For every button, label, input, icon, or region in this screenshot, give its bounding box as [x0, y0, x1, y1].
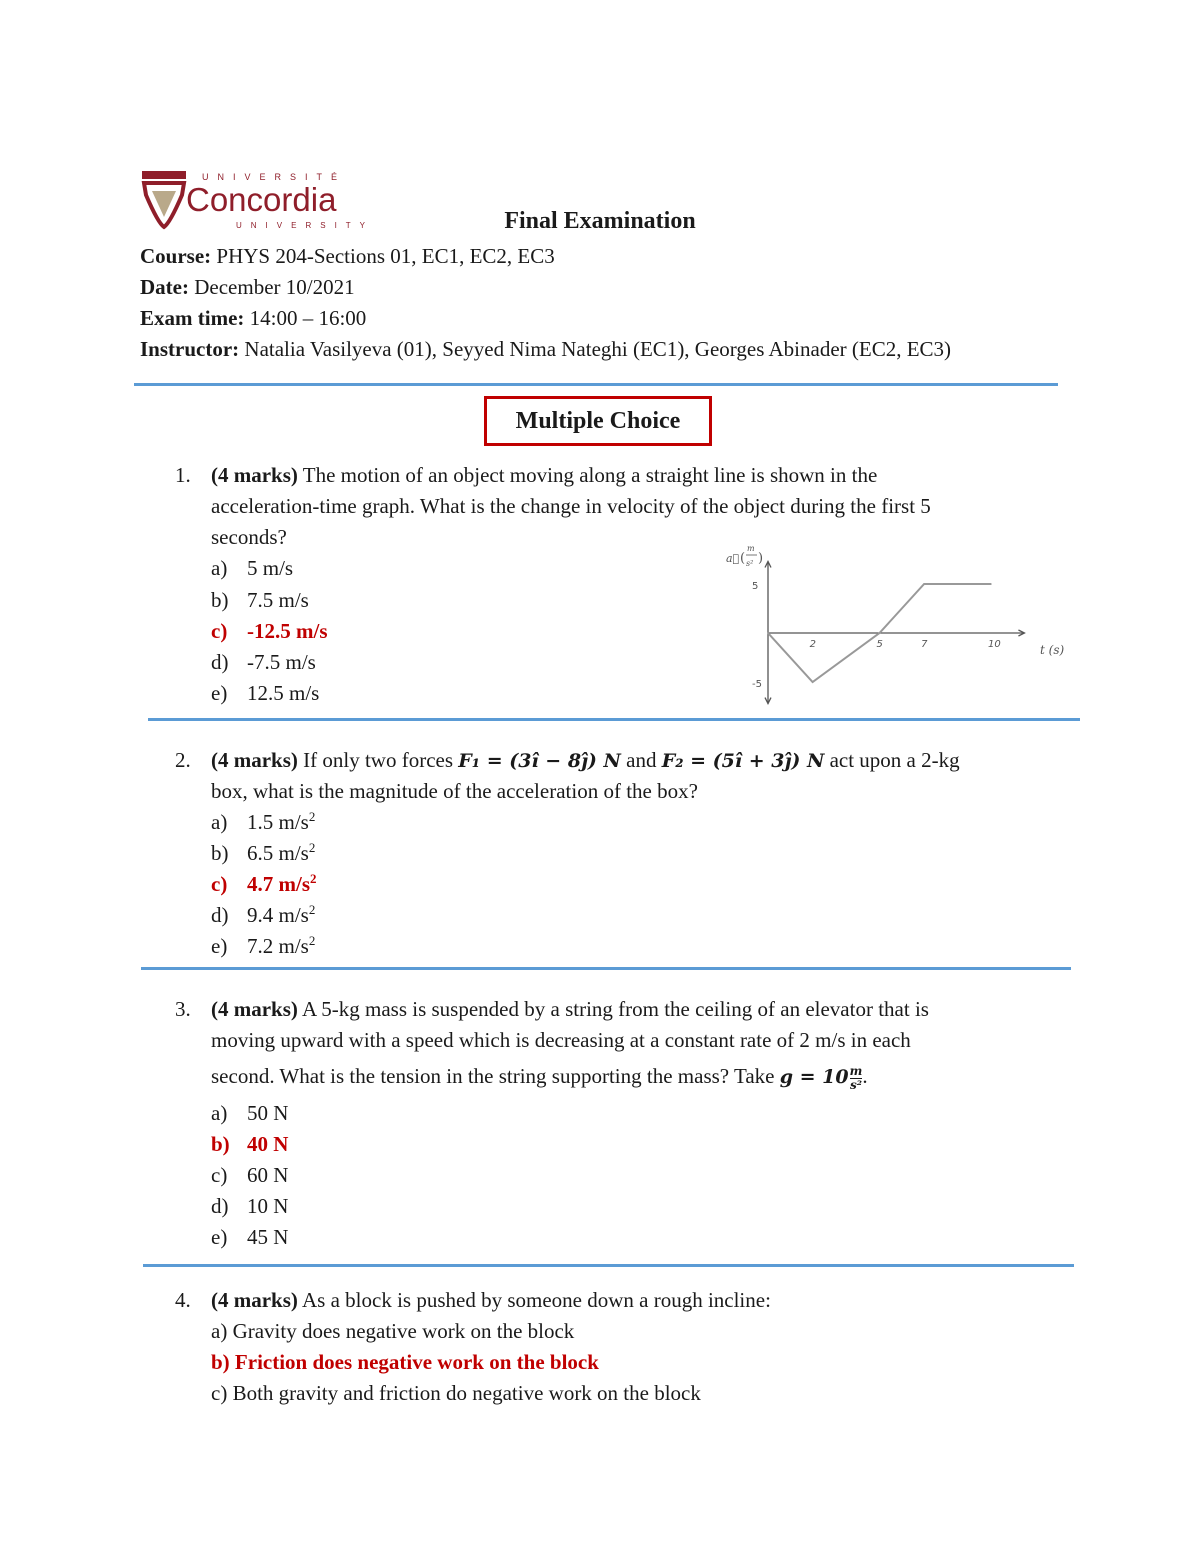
option-c-correct: c) -12.5 m/s [211, 619, 328, 643]
question-text: The motion of an object moving along a straight line is shown in the [302, 463, 878, 487]
g-expression: g = 10 [779, 1066, 849, 1088]
date-line [140, 272, 355, 303]
x-axis-label: t (s) [1040, 643, 1065, 657]
date-value: December 10/2021 [194, 275, 355, 299]
marks: (4 marks) [211, 748, 298, 772]
x-tick-label: 2 [809, 639, 816, 650]
question-text: box, what is the magnitude of the acceleration of the box? [211, 779, 698, 803]
option-e: e) 12.5 m/s [211, 681, 320, 705]
course-line [140, 241, 555, 272]
force-1: F₁ = (3î − 8ĵ) N [458, 750, 621, 772]
question-text: moving upward with a speed which is decreasing at a constant rate of 2 m/s in each [211, 1028, 911, 1052]
course-label: Course: [140, 244, 212, 268]
question-text: If only two forces [303, 748, 454, 772]
option-a: a) 1.5 $m/s^2$ [211, 809, 316, 834]
option-e: e) 45 N [211, 1225, 289, 1249]
date-label: Date: [140, 275, 189, 299]
option-d: d) 10 N [211, 1194, 289, 1218]
divider [148, 718, 1080, 721]
x-tick-label: 5 [876, 639, 883, 650]
y-axis-vector-label: a⃗ [726, 552, 740, 565]
g-unit-fraction: $\frac{m}{\text{s²}}$ [849, 1063, 863, 1092]
x-tick-label: 7 [921, 639, 928, 650]
option-a: a) 50 N [211, 1101, 289, 1125]
question-text: A 5-kg mass is suspended by a string from the ceiling of an elevator that is [302, 997, 929, 1021]
divider [143, 1264, 1074, 1267]
instructor-label: Instructor: [140, 337, 240, 361]
question-line [211, 460, 877, 491]
option-d: d) -7.5 m/s [211, 650, 316, 674]
time-line [140, 303, 366, 334]
option-b-correct: b) Friction does negative work on the block [211, 1350, 599, 1374]
data-point [879, 632, 881, 634]
time-label: Exam time: [140, 306, 245, 330]
question-number: 2. [175, 748, 191, 772]
force-2: F₂ = (5î + 3ĵ) N [661, 750, 825, 772]
option-b-correct: b) 40 N [211, 1132, 289, 1156]
option-d: d) 9.4 $m/s^2$ [211, 902, 316, 927]
option-a: a) Gravity does negative work on the block [211, 1319, 575, 1343]
acceleration-time-chart [720, 530, 1080, 710]
logo-bottom-text: UNIVERSITY [236, 221, 375, 230]
question-line [211, 745, 960, 777]
question-number: 1. [175, 463, 191, 487]
option-c: c) 60 N [211, 1163, 289, 1187]
question-line [211, 994, 929, 1025]
svg-text:(: ( [740, 551, 746, 566]
option-c-correct: c) 4.7 $m/s^2$ [211, 871, 317, 896]
exam-title: Final Examination [504, 208, 696, 234]
marks: (4 marks) [211, 463, 298, 487]
question-number: 3. [175, 997, 191, 1021]
divider [141, 967, 1071, 970]
y-tick-label: 5 [752, 581, 759, 592]
option-b: b) 6.5 $m/s^2$ [211, 840, 316, 865]
y-axis-unit-den: s² [746, 559, 754, 568]
data-point [767, 632, 769, 634]
instructor-value: Natalia Vasilyeva (01), Seyyed Nima Nateghi (EC1), Georges Abinader (EC2, EC3) [244, 337, 952, 361]
data-point [812, 681, 814, 683]
data-point [990, 583, 992, 585]
marks: (4 marks) [211, 997, 298, 1021]
y-axis-unit-num: m [747, 544, 755, 553]
question-text: As a block is pushed by someone down a rough incline: [302, 1288, 771, 1312]
option-c: c) Both gravity and friction do negative work on the block [211, 1381, 701, 1405]
question-number: 4. [175, 1288, 191, 1312]
question-text: act upon a 2-kg [829, 748, 960, 772]
question-text: second. What is the tension in the string supporting the mass? Take [211, 1064, 775, 1088]
option-a: a) 5 m/s [211, 556, 294, 580]
y-tick-label: -5 [752, 679, 762, 690]
option-e: e) 7.2 $m/s^2$ [211, 933, 316, 958]
svg-text:): ) [758, 551, 764, 566]
question-text: and [626, 748, 657, 772]
time-value: 14:00 – 16:00 [249, 306, 367, 330]
question-text: acceleration-time graph. What is the change in velocity of the object during the first 5 [211, 494, 931, 518]
logo-name: Concordia [186, 181, 337, 218]
marks: (4 marks) [211, 1288, 298, 1312]
question-line: second. What is the tension in the string supporting the mass? Take g = 10 $\frac{m}{\text{s²}}$ . [211, 1063, 868, 1092]
question-line [211, 1285, 771, 1316]
section-title: Multiple Choice [484, 396, 712, 446]
course-value: PHYS 204-Sections 01, EC1, EC2, EC3 [216, 244, 555, 268]
divider [134, 383, 1058, 386]
question-text: seconds? [211, 525, 287, 549]
option-b: b) 7.5 m/s [211, 588, 309, 612]
data-point [923, 583, 925, 585]
instructor-line [140, 334, 951, 365]
x-tick-label: 10 [988, 639, 1001, 650]
logo-top-text: UNIVERSITÉ [202, 172, 347, 182]
